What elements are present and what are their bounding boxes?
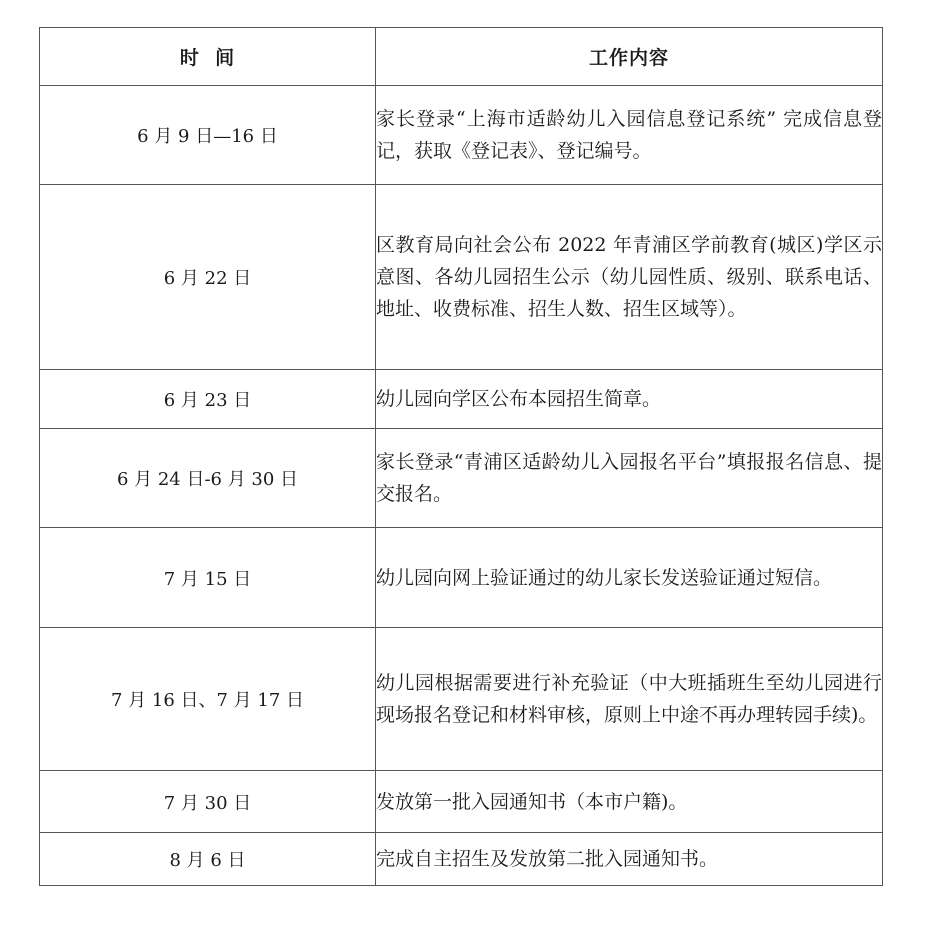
row-content: 家长登录“上海市适龄幼儿入园信息登记系统” 完成信息登记，获取《登记表》、登记编号。	[376, 86, 883, 185]
table-header-row	[40, 28, 883, 86]
row-time: 7 月 16 日、7 月 17 日	[40, 628, 376, 771]
header-time: 时 间	[40, 28, 376, 86]
table-row	[40, 833, 883, 886]
row-time: 6 月 9 日—16 日	[40, 86, 376, 185]
row-content: 区教育局向社会公布 2022 年青浦区学前教育(城区)学区示意图、各幼儿园招生公示（幼儿园性质、级别、联系电话、地址、收费标准、招生人数、招生区域等）。	[376, 185, 883, 370]
row-content: 幼儿园向网上验证通过的幼儿家长发送验证通过短信。	[376, 528, 883, 628]
table-row	[40, 370, 883, 429]
row-content: 幼儿园向学区公布本园招生简章。	[376, 370, 883, 429]
row-time: 8 月 6 日	[40, 833, 376, 886]
enrollment-schedule-table	[39, 27, 883, 886]
table-row	[40, 628, 883, 771]
row-time: 7 月 15 日	[40, 528, 376, 628]
row-time: 6 月 23 日	[40, 370, 376, 429]
table-row	[40, 528, 883, 628]
header-content: 工作内容	[376, 28, 883, 86]
table-row	[40, 429, 883, 528]
table-row	[40, 771, 883, 833]
table-row	[40, 185, 883, 370]
row-content: 家长登录“青浦区适龄幼儿入园报名平台”填报报名信息、提交报名。	[376, 429, 883, 528]
row-content: 幼儿园根据需要进行补充验证（中大班插班生至幼儿园进行现场报名登记和材料审核，原则上中途不再办理转园手续)。	[376, 628, 883, 771]
row-content: 完成自主招生及发放第二批入园通知书。	[376, 833, 883, 886]
row-time: 6 月 24 日-6 月 30 日	[40, 429, 376, 528]
row-time: 7 月 30 日	[40, 771, 376, 833]
row-content: 发放第一批入园通知书（本市户籍)。	[376, 771, 883, 833]
table-row	[40, 86, 883, 185]
row-time: 6 月 22 日	[40, 185, 376, 370]
